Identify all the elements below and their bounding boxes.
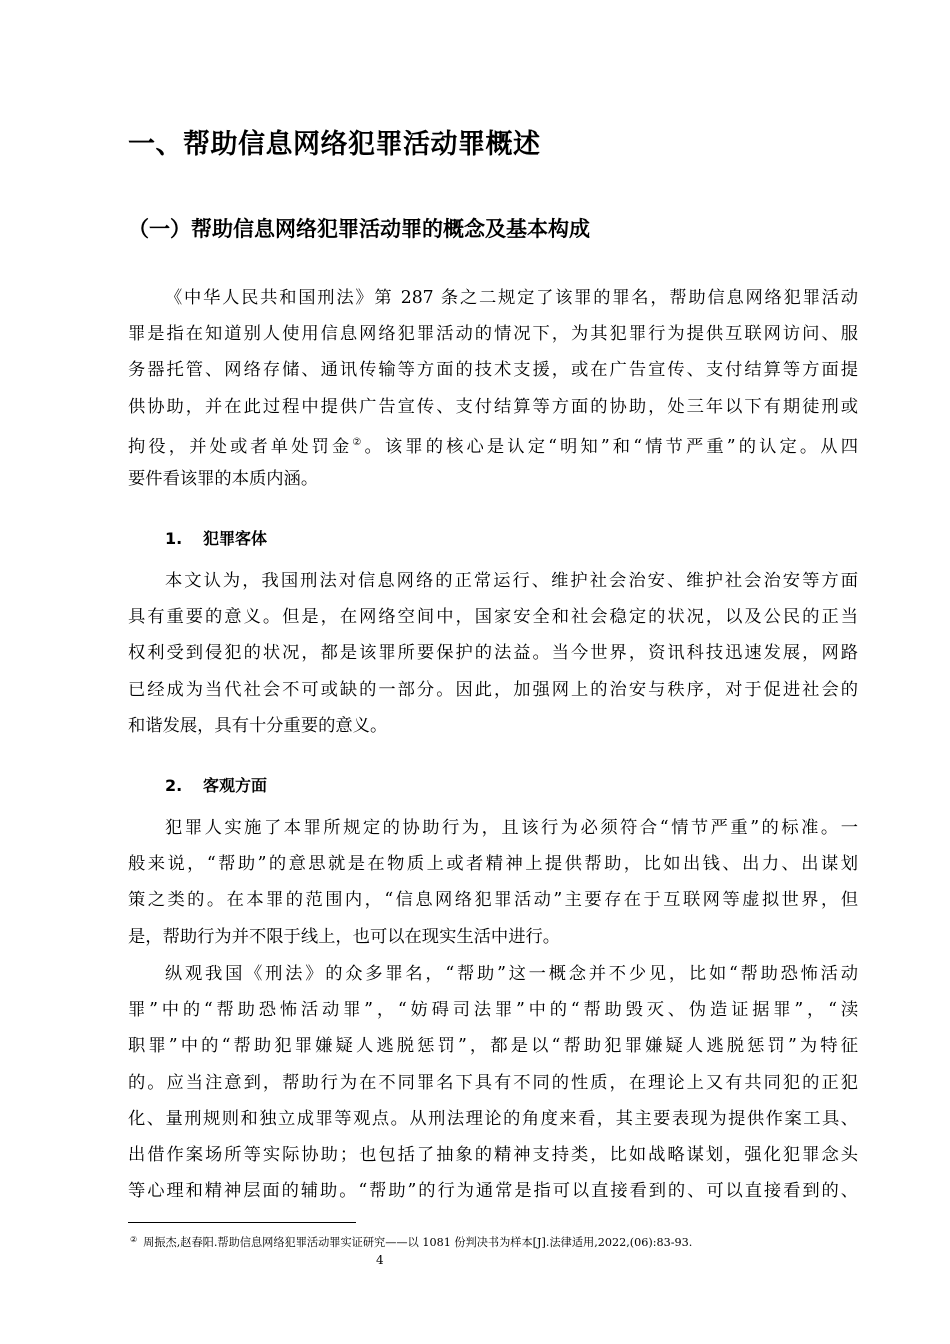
text-line: 要件看该罪的本质内涵。 [128, 468, 319, 489]
footnote-separator [128, 1222, 356, 1223]
text-line: 本文认为，我国刑法对信息网络的正常运行、维护社会治安、维护社会治安等方面 [165, 571, 858, 591]
subsection-number: 1. [165, 529, 183, 548]
text-line [128, 425, 858, 461]
footnote-reference[interactable]: ② [352, 436, 365, 448]
text-line: 化、量刑规则和独立成罪等观点。从刑法理论的角度来看，其主要表现为提供作案工具、 [128, 1108, 858, 1129]
subsection-title: 客观方面 [203, 776, 268, 795]
text-line: 出借作案场所等实际协助；也包括了抽象的精神支持类，比如战略谋划，强化犯罪念头 [128, 1144, 858, 1165]
footnote [130, 1234, 692, 1250]
page-number: 4 [376, 1253, 384, 1267]
paragraph-objective [128, 810, 858, 955]
text-line: 罪是指在知道别人使用信息网络犯罪活动的情况下，为其犯罪行为提供互联网访问、服 [128, 324, 858, 345]
text-line: 等心理和精神层面的辅助。“帮助”的行为通常是指可以直接看到的、可以直接看到的、 [128, 1181, 858, 1202]
text-line: 策之类的。在本罪的范围内，“信息网络犯罪活动”主要存在于互联网等虚拟世界，但 [128, 890, 858, 911]
text-line: 和谐发展，具有十分重要的意义。 [128, 715, 388, 736]
text-segment: 。该罪的核心是认定“明知”和“情节严重”的认定。从四 [364, 436, 858, 457]
paragraph-concept [128, 280, 858, 497]
text-line: 是，帮助行为并不限于线上，也可以在现实生活中进行。 [128, 926, 561, 947]
chapter-heading: 一、帮助信息网络犯罪活动罪概述 [128, 129, 541, 160]
text-line: 的。应当注意到，帮助行为在不同罪名下具有不同的性质，在理论上又有共同犯的正犯 [128, 1072, 858, 1093]
footnote-text: 周振杰,赵春阳.帮助信息网络犯罪活动罪实证研究——以 1081 份判决书为样本[J].法律适用,2022,(06):83-93. [143, 1236, 693, 1249]
text-line: 罪”中的“帮助恐怖活动罪”，“妨碍司法罪”中的“帮助毁灭、伪造证据罪”，“渎 [128, 1000, 858, 1021]
section-heading: （一）帮助信息网络犯罪活动罪的概念及基本构成 [128, 217, 590, 241]
subsection-number: 2. [165, 776, 183, 795]
text-line: 具有重要的意义。但是，在网络空间中，国家安全和社会稳定的状况，以及公民的正当 [128, 607, 858, 628]
text-line: 务器托管、网络存储、通讯传输等方面的技术支援，或在广告宣传、支付结算等方面提 [128, 360, 858, 381]
paragraph-object [128, 563, 858, 744]
text-line: 职罪”中的“帮助犯罪嫌疑人逃脱惩罚”，都是以“帮助犯罪嫌疑人逃脱惩罚”为特征 [128, 1036, 858, 1057]
text-line: 已经成为当代社会不可或缺的一部分。因此，加强网上的治安与秩序，对于促进社会的 [128, 679, 858, 700]
subsection-title: 犯罪客体 [203, 529, 268, 548]
text-line: 般来说，“帮助”的意思就是在物质上或者精神上提供帮助，比如出钱、出力、出谋划 [128, 854, 858, 875]
text-segment: 拘役，并处或者单处罚金 [128, 436, 353, 457]
subsection-heading-objective [165, 773, 267, 796]
text-line: 犯罪人实施了本罪所规定的协助行为，且该行为必须符合“情节严重”的标准。一 [165, 818, 858, 838]
text-line: 《中华人民共和国刑法》第 287 条之二规定了该罪的罪名，帮助信息网络犯罪活动 [165, 288, 858, 308]
text-line: 供协助，并在此过程中提供广告宣传、支付结算等方面的协助，处三年以下有期徒刑或 [128, 396, 858, 417]
subsection-heading-object [165, 526, 267, 549]
footnote-mark: ② [130, 1235, 138, 1244]
text-line: 权利受到侵犯的状况，都是该罪所要保护的法益。当今世界，资讯科技迅速发展，网路 [128, 643, 858, 664]
paragraph-help-concept [128, 956, 858, 1209]
text-line: 纵观我国《刑法》的众多罪名，“帮助”这一概念并不少见，比如“帮助恐怖活动 [165, 964, 858, 984]
